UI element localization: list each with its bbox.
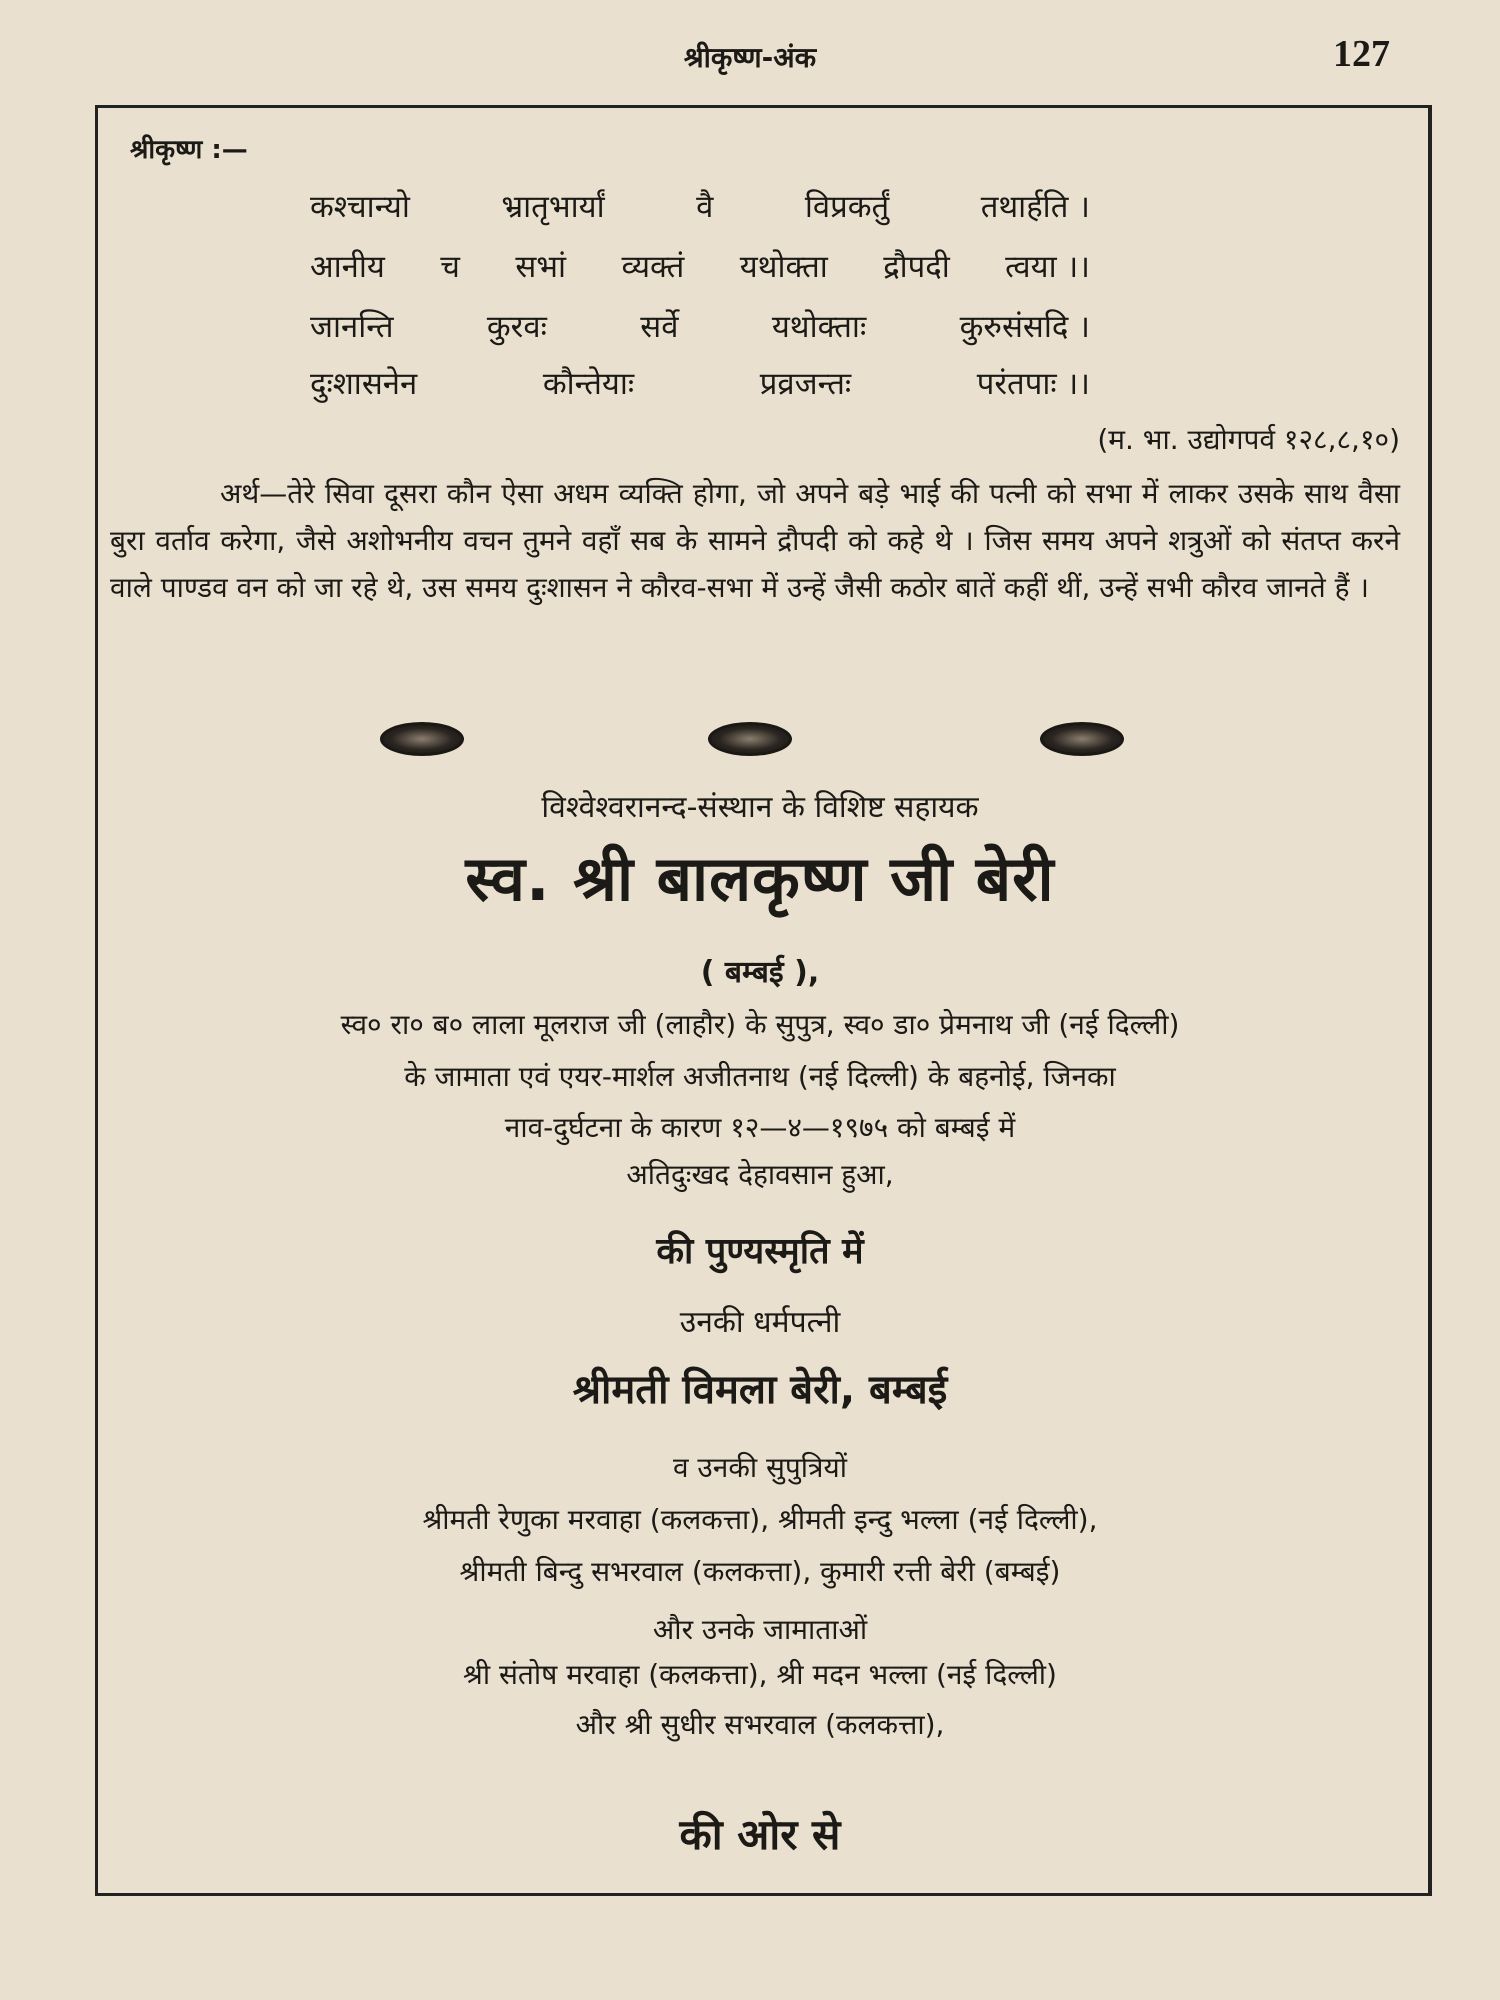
verse-word: भ्रातृभार्यां bbox=[501, 189, 605, 225]
verse-word: विप्रकर्तुं bbox=[804, 189, 890, 225]
tribute-name: स्व. श्री बालकृष्ण जी बेरी bbox=[465, 842, 1055, 915]
closing-line: की ओर से bbox=[679, 1810, 841, 1859]
verse-word: द्रौपदी bbox=[883, 249, 950, 285]
ornament-divider bbox=[0, 722, 1500, 762]
verse-meaning bbox=[110, 470, 1400, 611]
verse-word: व्यक्तं bbox=[621, 249, 685, 285]
verse-word: सभां bbox=[515, 249, 567, 285]
ornament-icon bbox=[380, 722, 464, 756]
verse-word: त्वया ।। bbox=[1005, 249, 1090, 285]
verse-word: कुरवः bbox=[486, 309, 547, 345]
ornament-icon bbox=[708, 722, 792, 756]
daughters-line-2: श्रीमती बिन्दु सभरवाल (कलकत्ता), कुमारी रत्ती बेरी (बम्बई) bbox=[459, 1555, 1061, 1588]
verse-word: तथार्हति । bbox=[980, 189, 1090, 225]
wife-label: उनकी धर्मपत्नी bbox=[679, 1305, 841, 1340]
verse-word: प्रव्रजन्तः bbox=[759, 366, 852, 402]
sons-in-law-line-1: श्री संतोष मरवाहा (कलकत्ता), श्री मदन भल्ला (नई दिल्ली) bbox=[463, 1658, 1057, 1691]
verse-word: कौन्तेयाः bbox=[542, 366, 635, 402]
memory-heading: की पुण्यस्मृति में bbox=[656, 1231, 864, 1272]
verse-word: कुरुसंसदि । bbox=[959, 309, 1090, 345]
tribute-subtitle: विश्वेश्वरानन्द-संस्थान के विशिष्ट सहायक bbox=[541, 790, 979, 825]
daughters-label: व उनकी सुपुत्रियों bbox=[672, 1451, 848, 1484]
meaning-paragraph: अर्थ—तेरे सिवा दूसरा कौन ऐसा अधम व्यक्ति होगा, जो अपने बड़े भाई की पत्नी को सभा में लाकर उसके साथ वैसा बुरा वर्ताव करेगा, जैसे अशोभनीय वचन तुमने वहाँ सब के सामने द्रौपदी को कहे थे । जिस समय अपने शत्रुओं को संतप्त करने वाले पाण्डव वन को जा रहे थे, उस समय दुःशासन ने कौरव-सभा में उन्हें जैसी कठोर बातें कहीं थीं, उन्हें सभी कौरव जानते हैं । bbox=[110, 477, 1400, 604]
page-header bbox=[0, 33, 1500, 88]
tribute-city: ( बम्बई ), bbox=[700, 955, 820, 990]
verse-word: यथोक्ता bbox=[739, 249, 828, 285]
verse-word: कश्चान्यो bbox=[310, 189, 410, 225]
tribute-line-3: नाव-दुर्घटना के कारण १२—४—१९७५ को बम्बई में bbox=[504, 1111, 1016, 1144]
verse-line-2 bbox=[310, 245, 1090, 287]
verse-line-1 bbox=[310, 185, 1090, 227]
running-title: श्रीकृष्ण-अंक bbox=[683, 41, 817, 74]
verse-word: आनीय bbox=[310, 249, 385, 285]
sons-in-law-label: और उनके जामाताओं bbox=[652, 1613, 868, 1646]
ornament-icon bbox=[1040, 722, 1124, 756]
page-number: 127 bbox=[1333, 33, 1390, 75]
verse-citation: (म. भा. उद्योगपर्व १२८,८,१०) bbox=[1097, 423, 1400, 456]
verse-word: यथोक्ताः bbox=[771, 309, 867, 345]
wife-name: श्रीमती विमला बेरी, बम्बई bbox=[572, 1367, 948, 1413]
tribute-line-4: अतिदुःखद देहावसान हुआ, bbox=[626, 1158, 894, 1191]
verse-word: दुःशासनेन bbox=[310, 366, 418, 402]
tribute-line-2: के जामाता एवं एयर-मार्शल अजीतनाथ (नई दिल्ली) के बहनोई, जिनका bbox=[404, 1060, 1116, 1093]
sons-in-law-line-2: और श्री सुधीर सभरवाल (कलकत्ता), bbox=[575, 1708, 945, 1741]
verse-word: सर्वे bbox=[640, 309, 679, 345]
tribute-line-1: स्व० रा० ब० लाला मूलराज जी (लाहौर) के सुपुत्र, स्व० डा० प्रेमनाथ जी (नई दिल्ली) bbox=[340, 1008, 1180, 1041]
verse-word: जानन्ति bbox=[310, 309, 394, 345]
verse-word: च bbox=[440, 249, 460, 285]
daughters-line-1: श्रीमती रेणुका मरवाहा (कलकत्ता), श्रीमती इन्दु भल्ला (नई दिल्ली), bbox=[422, 1503, 1098, 1536]
speaker-label: श्रीकृष्ण :— bbox=[130, 135, 248, 165]
verse-line-4 bbox=[310, 362, 1090, 404]
verse-word: परंतपाः ।। bbox=[976, 366, 1090, 402]
verse-word: वै bbox=[696, 189, 714, 225]
verse-line-3 bbox=[310, 305, 1090, 347]
